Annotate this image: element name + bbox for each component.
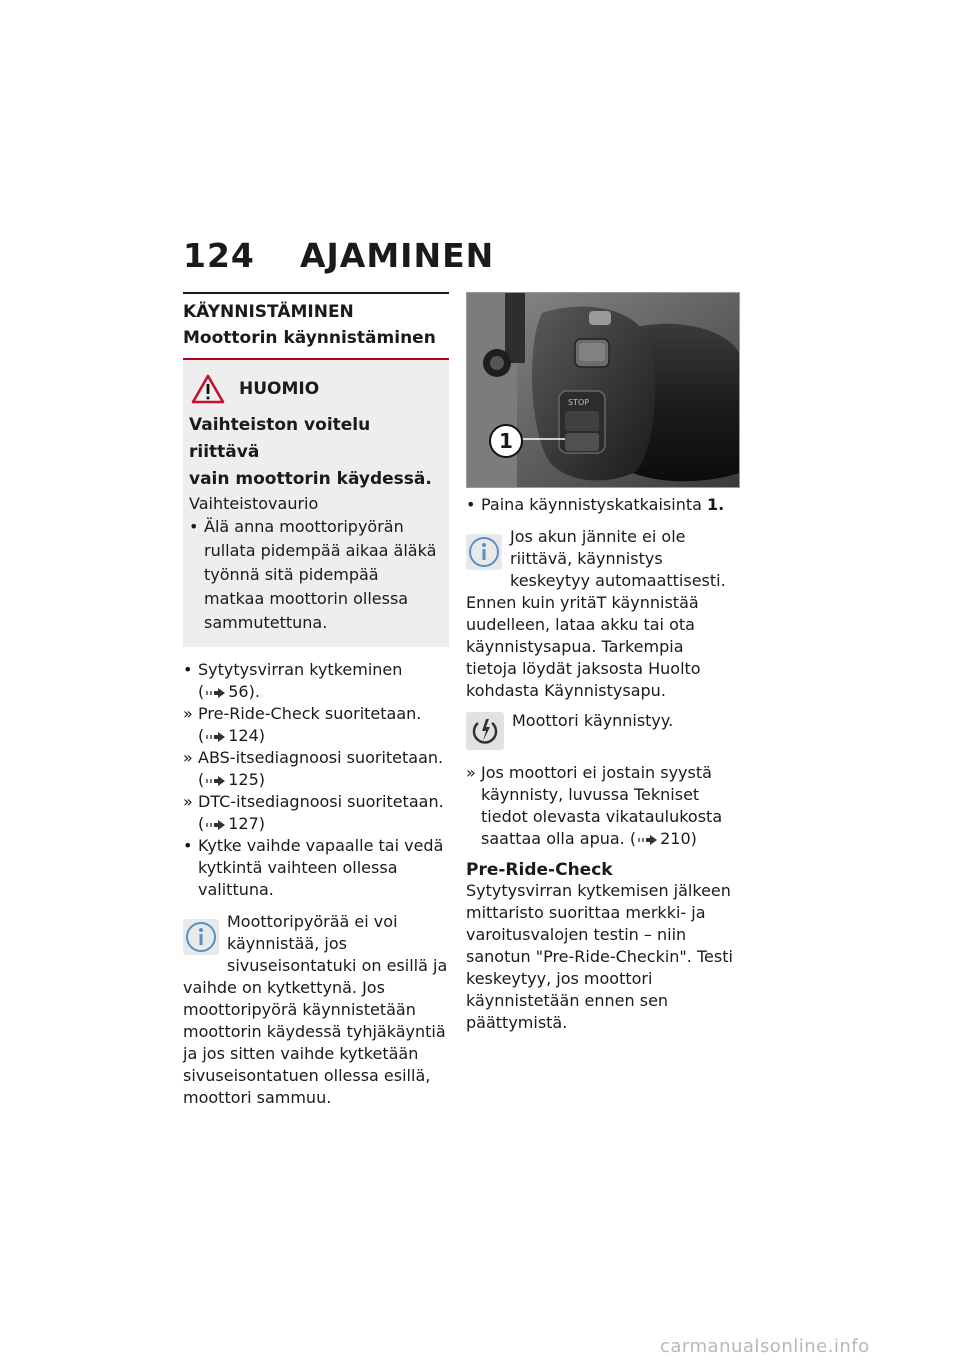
- notice-bullet-text: Älä anna moottoripyörän rullata pidempää aikaa äläkä työnnä sitä pidempää matkaa moottorin ollessa sammutettuna.: [204, 517, 437, 632]
- notice-consequence: Vaihteistovaurio: [189, 494, 319, 513]
- step-item: [466, 494, 738, 516]
- right-column: [466, 292, 738, 1034]
- step-text: Jos moottori ei jostain syystä käynnisty, luvussa Tekniset tiedot olevasta vikataulukosta saattaa olla apua.: [481, 763, 723, 848]
- result-marker: »: [466, 763, 476, 782]
- notice-lead-1: Vaihteiston voitelu riittävä: [189, 415, 371, 462]
- left-column: [183, 292, 449, 1109]
- reference-arrow-icon: [205, 775, 227, 787]
- result-marker: »: [183, 704, 193, 723]
- step-text: Paina käynnistyskatkaisinta: [481, 495, 702, 514]
- page-number: 124: [183, 236, 255, 275]
- reference-arrow-icon: [205, 819, 227, 831]
- step-text: Pre-Ride-Check suoritetaan.: [198, 704, 422, 723]
- caution-notice: [183, 360, 449, 647]
- pre-ride-check-title: Pre-Ride-Check: [466, 860, 613, 880]
- notice-header: [191, 374, 441, 404]
- page-reference[interactable]: ( 124): [198, 726, 266, 745]
- info-text: Moottoripyörää ei voi käynnistää, jos sivuseisontatuki on esillä ja vaihde on kytkettynä. Jos moottoripyörä käynnistetään moottorin käydessä tyhjäkäyntiä ja jos sitten vaihde kytketään sivuseisontatuen ollessa esillä, moottori sammuu.: [183, 912, 448, 1107]
- page-reference[interactable]: ( 56).: [198, 682, 260, 701]
- step-marker: •: [183, 836, 193, 855]
- info-note: [183, 911, 449, 1109]
- watermark: carmanualsonline.info: [660, 1336, 870, 1357]
- step-marker: •: [183, 660, 193, 679]
- chapter-title: AJAMINEN: [299, 236, 495, 275]
- notice-title: HUOMIO: [239, 379, 320, 399]
- result-text: Moottori käynnistyy.: [512, 711, 674, 730]
- subsection-title: Moottorin käynnistäminen: [183, 328, 436, 348]
- reference-arrow-icon: [205, 687, 227, 699]
- reference-arrow-icon: [205, 731, 227, 743]
- step-text: ABS-itsediagnoosi suoritetaan.: [198, 748, 444, 767]
- result-marker: »: [183, 792, 193, 811]
- page-reference[interactable]: ( 127): [198, 814, 266, 833]
- step-item: [183, 835, 449, 901]
- info-note: [466, 526, 738, 702]
- step-item: [183, 791, 449, 835]
- info-text: Jos akun jännite ei ole riittävä, käynnistys keskeytyy automaattisesti. Ennen kuin yritäT käynnistää uudelleen, lataa akku tai ota käynnistysapua. Tarkempia tietoja löydät jaksosta Huolto kohdasta Käynnistysapu.: [466, 527, 726, 700]
- section-title: KÄYNNISTÄMINEN: [183, 302, 354, 322]
- bullet-marker: •: [466, 495, 476, 514]
- handlebar-switch-photo: [466, 292, 740, 488]
- step-callout-ref: 1.: [707, 495, 725, 514]
- engine-start-icon: [466, 712, 504, 750]
- step-text: Sytytysvirran kytkeminen: [198, 660, 403, 679]
- result-note: [466, 710, 738, 754]
- notice-bullet: [189, 515, 441, 635]
- notice-lead-2: vain moottorin käydessä.: [189, 469, 432, 489]
- callout-1: 1: [489, 424, 523, 458]
- warning-triangle-icon: [191, 374, 225, 404]
- step-item: [466, 762, 738, 850]
- step-text: DTC-itsediagnoosi suoritetaan.: [198, 792, 444, 811]
- page-reference[interactable]: ( 125): [198, 770, 266, 789]
- step-item: [183, 747, 449, 791]
- info-icon: [183, 919, 219, 955]
- pre-ride-check-text: Sytytysvirran kytkemisen jälkeen mittaristo suorittaa merkki- ja varoitusvalojen testin – niin sanotun "Pre-Ride-Checkin". Testi keskeytyy, jos moottori käynnistetään ennen sen päättymistä.: [466, 881, 733, 1032]
- step-item: [183, 659, 449, 703]
- result-marker: »: [183, 748, 193, 767]
- reference-arrow-icon: [637, 834, 659, 846]
- step-item: [183, 703, 449, 747]
- page-header: [183, 236, 494, 275]
- step-text: Kytke vaihde vapaalle tai vedä kytkintä vaihteen ollessa valittuna.: [198, 836, 444, 899]
- stop-label: STOP: [568, 398, 590, 407]
- bullet-marker: •: [189, 517, 199, 536]
- page-reference[interactable]: ( 210): [629, 829, 697, 848]
- section-rule: [183, 292, 449, 294]
- info-icon: [466, 534, 502, 570]
